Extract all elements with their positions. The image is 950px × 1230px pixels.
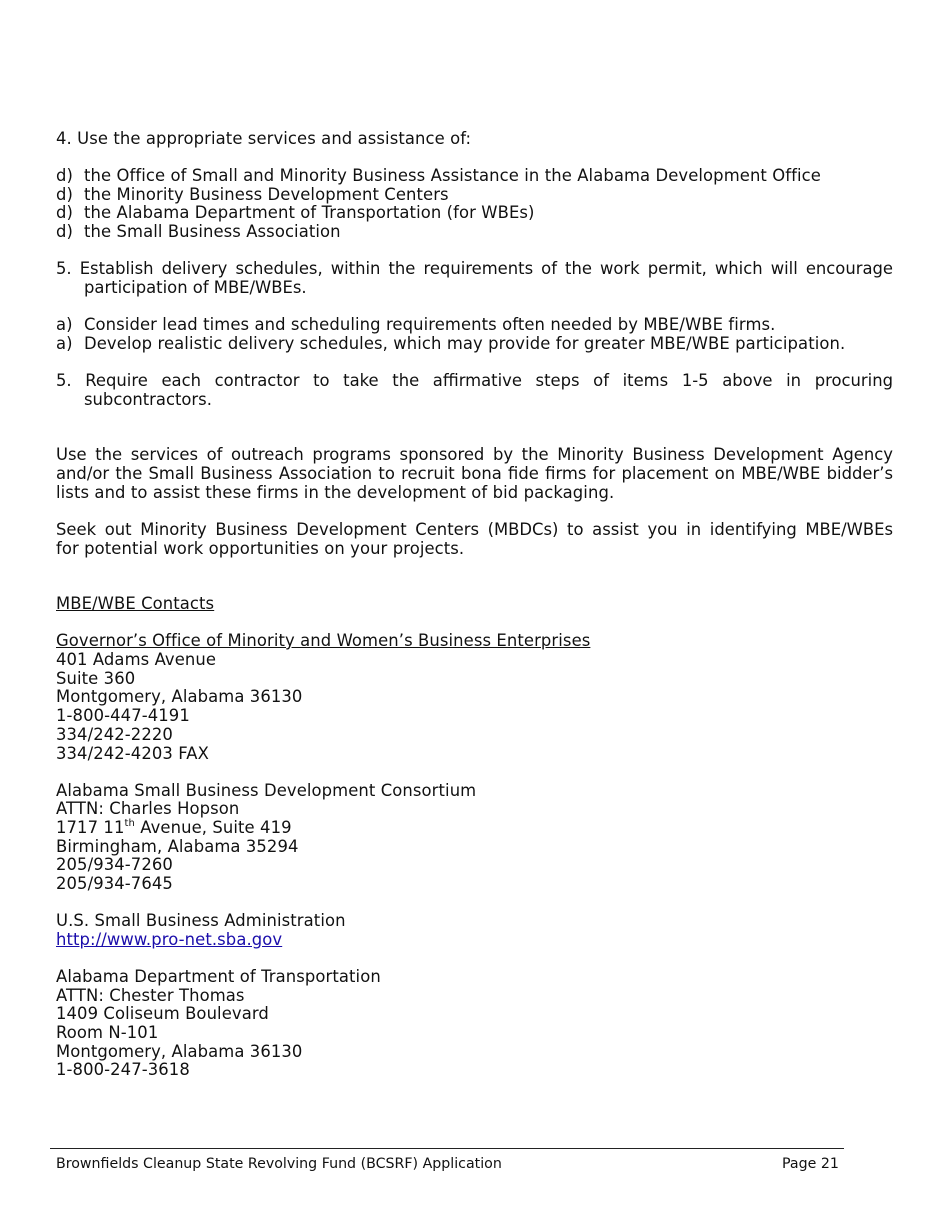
list-item (56, 203, 535, 222)
list-item (56, 222, 341, 241)
mbdc-paragraph-line1: Seek out Minority Business Development Centers (MBDCs) to assist you in identifying MBE/WBEs (56, 520, 893, 539)
item-5-require-line1: 5. Require each contractor to take the affirmative steps of items 1-5 above in procuring (56, 371, 893, 390)
contact-line (56, 818, 292, 837)
contact-attn: ATTN: Charles Hopson (56, 799, 240, 818)
list-item (56, 166, 821, 185)
contact-line: Room N-101 (56, 1023, 159, 1042)
list-item (56, 315, 776, 334)
contact-name: Governor’s Office of Minority and Women’s Business Enterprises (56, 631, 591, 650)
contact-line: 401 Adams Avenue (56, 650, 217, 669)
list-marker: d) (56, 185, 73, 204)
outreach-paragraph-line1: Use the services of outreach programs sponsored by the Minority Business Development Agency (56, 445, 893, 464)
contact-name: Alabama Department of Transportation (56, 967, 381, 986)
list-item (56, 185, 449, 204)
item-4-heading: 4. Use the appropriate services and assistance of: (56, 129, 472, 148)
contact-phone: 205/934-7645 (56, 874, 173, 893)
mbdc-paragraph-line2: for potential work opportunities on your projects. (56, 539, 465, 558)
contact-fax: 334/242-4203 FAX (56, 744, 209, 763)
outreach-paragraph-line3: lists and to assist these firms in the development of bid packaging. (56, 483, 615, 502)
contact-name: Alabama Small Business Development Consortium (56, 781, 477, 800)
list-marker: d) (56, 222, 73, 241)
sba-link-line (56, 930, 282, 949)
list-marker: a) (56, 315, 73, 334)
list-marker: a) (56, 334, 73, 353)
contact-line: Suite 360 (56, 669, 136, 688)
list-text: the Small Business Association (84, 222, 341, 241)
list-text: the Minority Business Development Centers (84, 185, 449, 204)
sba-website-link[interactable]: http://www.pro-net.sba.gov (56, 930, 283, 949)
footer-title: Brownfields Cleanup State Revolving Fund (BCSRF) Application (56, 1156, 502, 1172)
ordinal-suffix: th (124, 818, 135, 829)
list-text: the Office of Small and Minority Business Assistance in the Alabama Development Office (84, 166, 821, 185)
contact-phone: 1-800-247-3618 (56, 1060, 190, 1079)
item-5-delivery-line1: 5. Establish delivery schedules, within the requirements of the work permit, which will encourage (56, 259, 893, 278)
page-number: Page 21 (782, 1156, 839, 1172)
item-5-delivery-line2: participation of MBE/WBEs. (84, 278, 307, 297)
list-marker: d) (56, 166, 73, 185)
item-5-require-line2: subcontractors. (84, 390, 212, 409)
outreach-paragraph-line2: and/or the Small Business Association to recruit bona fide firms for placement on MBE/WBE bidder’s (56, 464, 893, 483)
contact-line: Montgomery, Alabama 36130 (56, 1042, 303, 1061)
contact-attn: ATTN: Chester Thomas (56, 986, 245, 1005)
contact-line: Montgomery, Alabama 36130 (56, 687, 303, 706)
contact-line: Birmingham, Alabama 35294 (56, 837, 299, 856)
contact-name: U.S. Small Business Administration (56, 911, 346, 930)
address-street: Avenue, Suite 419 (134, 818, 292, 837)
list-marker: d) (56, 203, 73, 222)
contact-line: 1409 Coliseum Boulevard (56, 1004, 269, 1023)
list-text: the Alabama Department of Transportation (for WBEs) (84, 203, 535, 222)
footer-divider (50, 1148, 844, 1149)
contact-phone: 205/934-7260 (56, 855, 173, 874)
contact-phone: 1-800-447-4191 (56, 706, 190, 725)
list-text: Develop realistic delivery schedules, which may provide for greater MBE/WBE participation. (84, 334, 846, 353)
list-item (56, 334, 845, 353)
contact-phone: 334/242-2220 (56, 725, 173, 744)
address-number: 1717 11 (56, 818, 125, 837)
contacts-heading: MBE/WBE Contacts (56, 594, 215, 613)
list-text: Consider lead times and scheduling requirements often needed by MBE/WBE firms. (84, 315, 776, 334)
